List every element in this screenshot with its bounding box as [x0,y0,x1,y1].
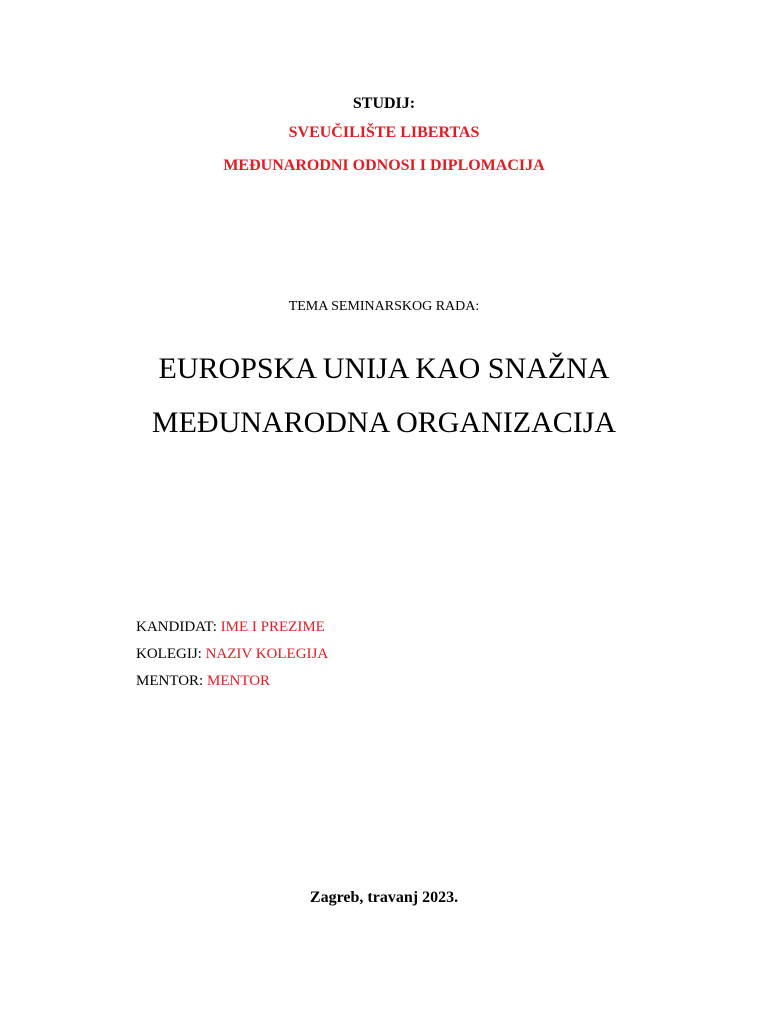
study-program: MEĐUNARODNI ODNOSI I DIPLOMACIJA [223,157,545,174]
paper-title-line-1: EUROPSKA UNIJA KAO SNAŽNA [158,352,610,385]
candidate-value: IME I PREZIME [220,619,325,635]
candidate-row [136,619,325,636]
place-and-date: Zagreb, travanj 2023. [309,889,459,906]
course-row [136,646,328,663]
mentor-value: MENTOR [206,673,271,689]
university-name: SVEUČILIŠTE LIBERTAS [288,124,480,141]
theme-label: TEMA SEMINARSKOG RADA: [288,299,480,314]
study-label: STUDIJ: [352,95,416,112]
mentor-label: MENTOR: [136,673,204,689]
paper-title-line-2: MEĐUNARODNA ORGANIZACIJA [151,406,617,439]
candidate-label: KANDIDAT: [136,619,217,635]
course-value: NAZIV KOLEGIJA [205,646,329,662]
course-label: KOLEGIJ: [136,646,202,662]
mentor-row [136,673,270,690]
